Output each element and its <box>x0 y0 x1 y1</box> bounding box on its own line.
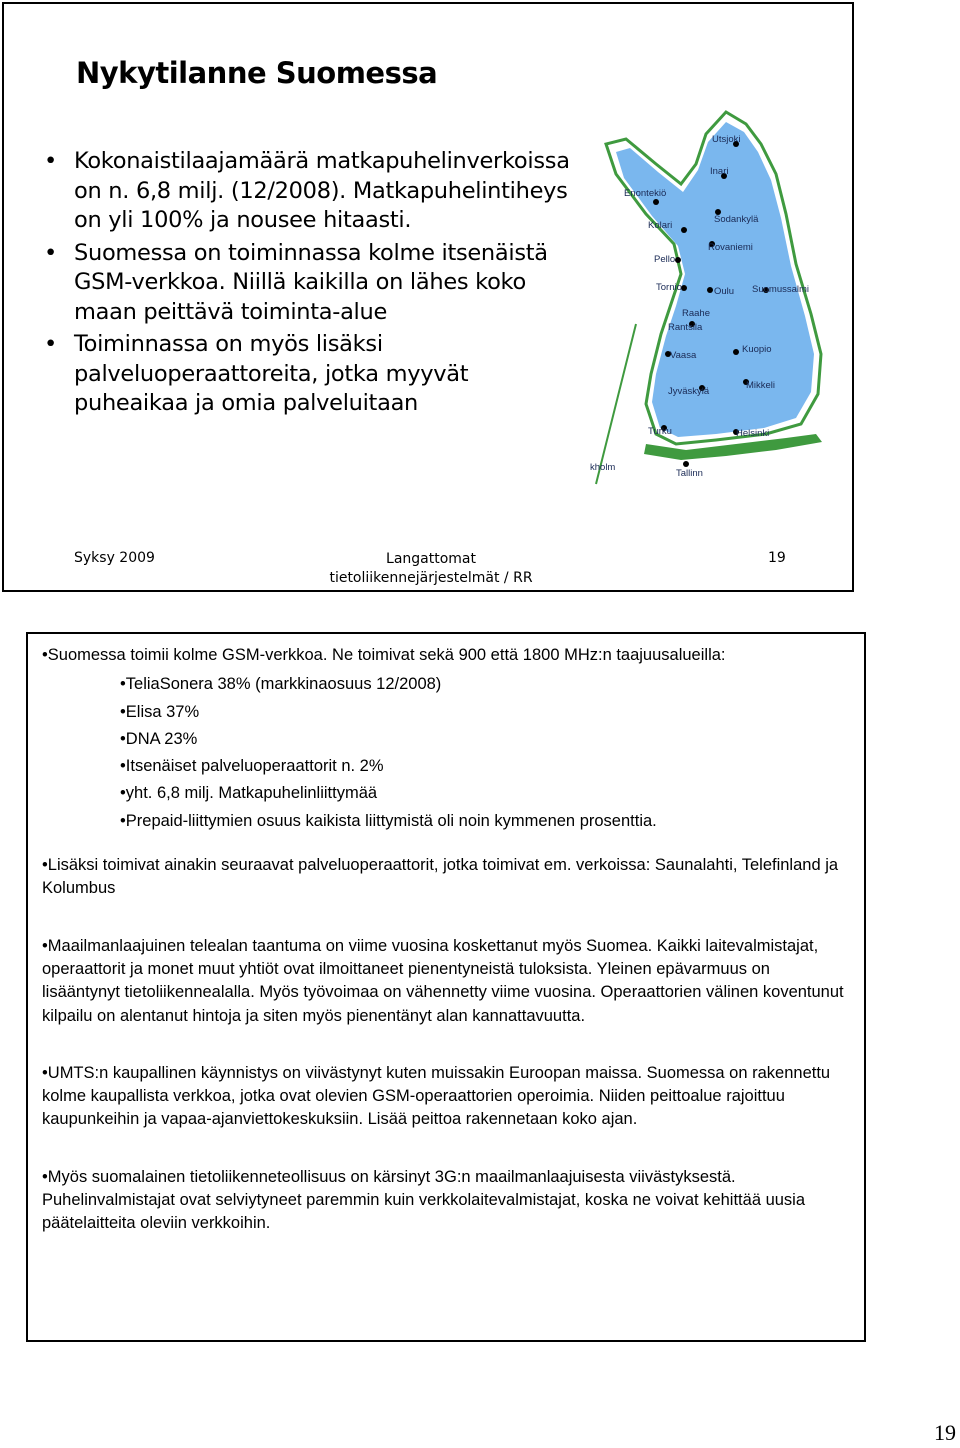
map-label: kholm <box>590 462 616 473</box>
notes-paragraph: •Suomessa toimii kolme GSM-verkkoa. Ne toimivat sekä 900 että 1800 MHz:n taajuusalueilla: <box>42 646 726 664</box>
map-city-dot <box>683 461 689 467</box>
slide-title: Nykytilanne Suomessa <box>76 56 438 90</box>
map-label: Tornio <box>656 282 682 293</box>
notes-subitem: •Prepaid-liittymien osuus kaikista liittymistä oli noin kymmenen prosenttia. <box>120 811 657 830</box>
map-label: Inari <box>710 166 729 177</box>
map-label: Oulu <box>714 286 735 297</box>
map-city-dot <box>681 285 687 291</box>
notes-paragraph: •Lisäksi toimivat ainakin seuraavat palveluoperaattorit, jotka toimivat em. verkoissa: Saunalahti, Telefinland ja Kolumbus <box>42 856 839 898</box>
notes-subitem: •yht. 6,8 milj. Matkapuhelinliittymää <box>120 784 378 803</box>
map-city-dot <box>653 199 659 205</box>
slide-bullet-list <box>42 147 582 422</box>
map-label: Kuopio <box>742 344 772 355</box>
notes-subitem: •DNA 23% <box>120 729 198 748</box>
map-label: Tallinn <box>676 468 703 479</box>
map-label: Pello <box>654 254 676 265</box>
map-label: Jyväskylä <box>668 386 710 397</box>
slide-bullet: • Kokonaistilaajamäärä matkapuhelinverkoissa on n. 6,8 milj. (12/2008). Matkapuhelintiheys on yli 100% ja nousee hitaasti. <box>42 147 582 236</box>
map-label: Sodankylä <box>714 214 759 225</box>
page-number: 19 <box>934 1420 956 1445</box>
footer-slide-number: 19 <box>768 550 786 566</box>
speaker-notes <box>26 632 866 1342</box>
slide-frame <box>2 2 854 592</box>
map-label: Mikkeli <box>746 380 776 391</box>
map-label: Helsinki <box>736 428 770 439</box>
map-western-coast <box>596 324 636 484</box>
notes-paragraph: •Myös suomalainen tietoliikenneteollisuus on kärsinyt 3G:n maailmanlaajuisesta viivästyksestä. Puhelinvalmistajat ovat selviytyneet paremmin kuin verkkolaitevalmistajat, koska ne voivat kehittää uusia päätelaitteita oleviin verkkoihin. <box>42 1167 806 1233</box>
map-label: Utsjoki <box>712 134 741 145</box>
notes-paragraph: •Maailmanlaajuinen telealan taantuma on viime vuosina koskettanut myös Suomea. Kaikki laitevalmistajat, operaattorit ja monet muut yhtiöt ovat ilmoittaneet pienentyneistä tuloksista. Yleinen epävarmuus on lisääntynyt tietoliikennealalla. Myös työvoimaa on vähennetty viime vuosina. Operaattorien välinen koventunut kilpailu on alentanut hintoja ja siten myös pienentänyt alan kannattavuutta. <box>42 936 844 1025</box>
map-city-dot <box>675 257 681 263</box>
slide-bullet: • Toiminnassa on myös lisäksi palveluoperaattoreita, jotka myyvät puheaikaa ja omia palveluitaan <box>42 330 582 419</box>
map-city-dot <box>681 227 687 233</box>
map-label: Vaasa <box>670 350 697 361</box>
map-city-dot <box>707 287 713 293</box>
slide-footer <box>4 548 852 588</box>
slide-bullet: • Suomessa on toiminnassa kolme itsenäistä GSM-verkkoa. Niillä kaikilla on lähes koko maan peittävä toiminta-alue <box>42 239 582 328</box>
map-label: Suomussalmi <box>752 284 810 295</box>
map-label: Raahe <box>682 308 710 319</box>
map-label: Rovaniemi <box>708 242 753 253</box>
notes-subitem: •Elisa 37% <box>120 702 200 721</box>
map-label: Rantsila <box>668 322 703 333</box>
map-label: Enontekiö <box>624 188 667 199</box>
map-label: Kolari <box>648 220 673 231</box>
notes-subitem: •Itsenäiset palveluoperaattorit n. 2% <box>120 757 384 776</box>
notes-paragraph: •UMTS:n kaupallinen käynnistys on viivästynyt kuten muissakin Euroopan maissa. Suomessa on rakennettu kolme kaupallista verkkoa, jotka ovat olevien GSM-operaattorien operoimia. Niiden peittoalue rajoittuu kaupunkeihin ja vapaa-ajanviettokeskuksiin. Lisää peittoa rakennetaan koko ajan. <box>42 1063 831 1129</box>
map-city-dot <box>733 349 739 355</box>
map-label: Turku <box>648 426 672 437</box>
footer-semester: Syksy 2009 <box>74 550 155 566</box>
footer-course-title: Langattomat tietoliikennejärjestelmät / RR <box>329 551 533 586</box>
finland-coverage-map <box>586 104 848 490</box>
notes-subitem: •TeliaSonera 38% (markkinaosuus 12/2008) <box>120 675 442 694</box>
